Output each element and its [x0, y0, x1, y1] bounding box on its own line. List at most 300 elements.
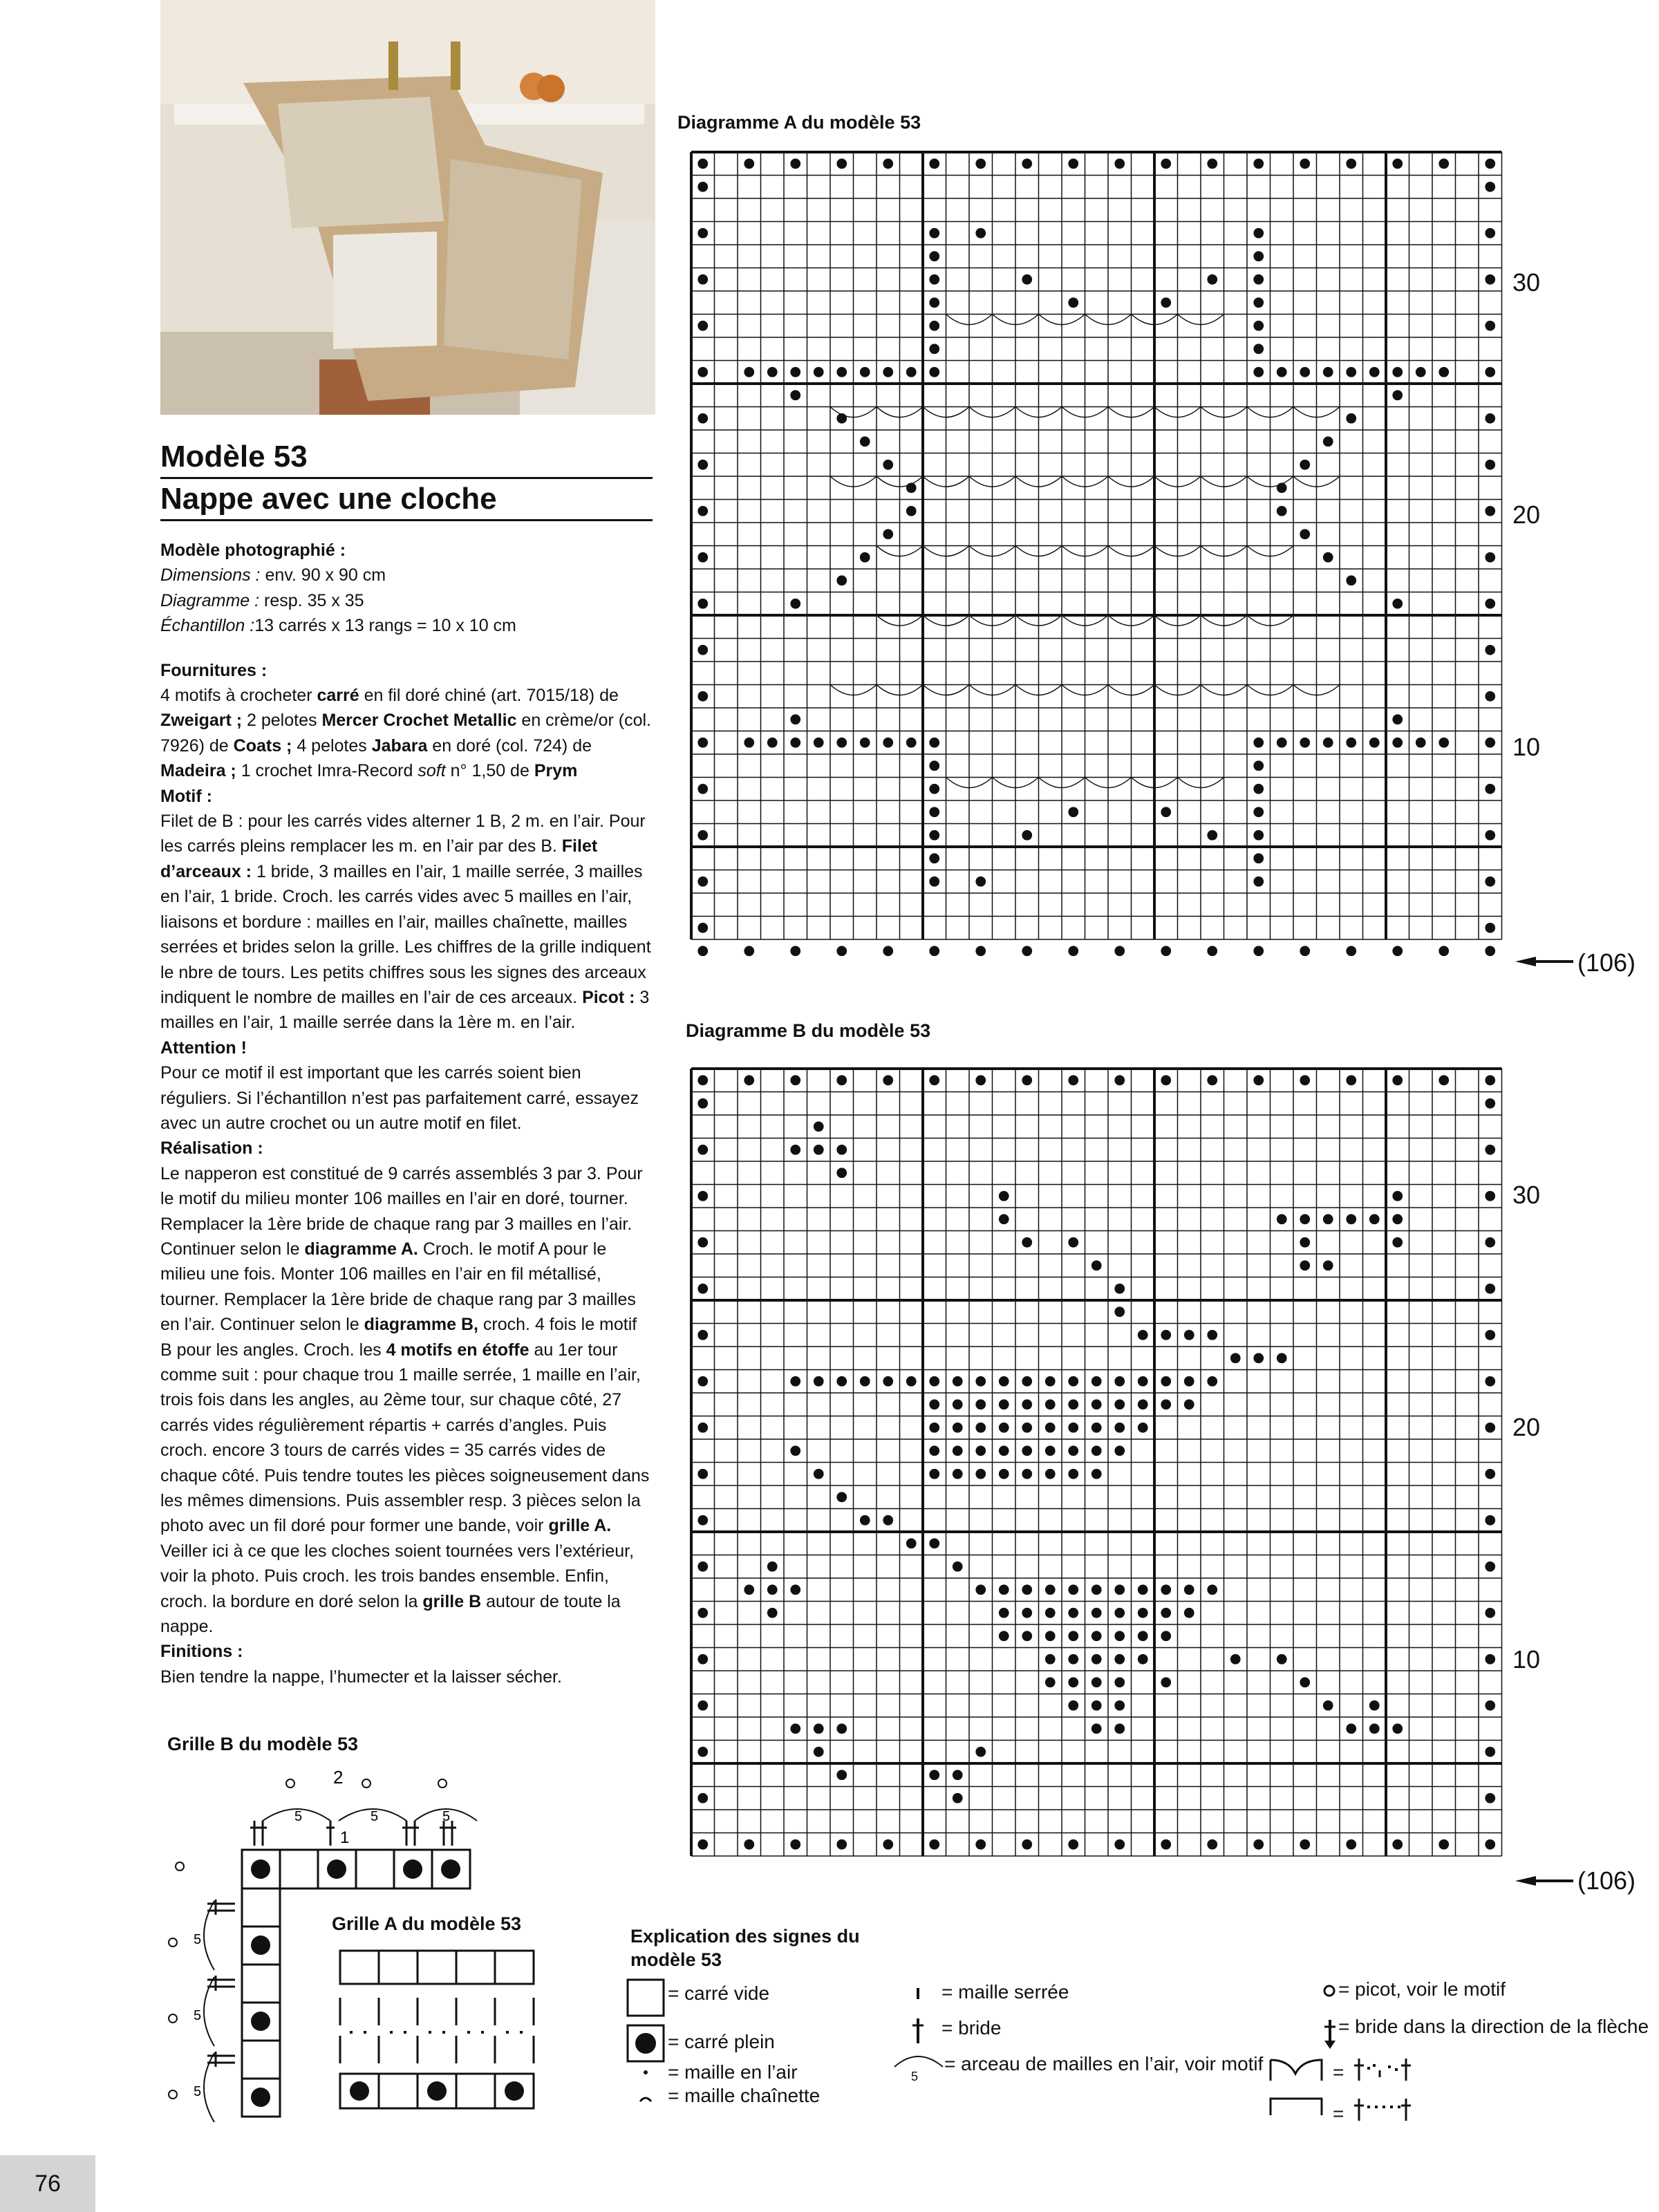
- filled-square-dot: [1277, 1353, 1287, 1363]
- filled-square-dot: [1091, 1423, 1102, 1433]
- filled-square-dot: [1022, 1237, 1032, 1248]
- filled-square-dot: [929, 367, 939, 377]
- filled-square-dot: [1068, 1584, 1078, 1595]
- legend-carre-vide: = carré vide: [668, 1983, 770, 2004]
- filled-square-dot: [767, 738, 778, 748]
- filled-square-dot: [975, 1376, 986, 1387]
- filled-square-dot: [1207, 1839, 1217, 1850]
- attention-heading: Attention !: [160, 1038, 247, 1058]
- filled-square-dot: [1369, 367, 1380, 377]
- filled-square-dot: [1300, 1677, 1310, 1687]
- filled-square-dot: [1253, 367, 1264, 377]
- filled-square-dot: [1161, 1631, 1171, 1641]
- filled-square-dot: [1138, 1631, 1148, 1641]
- filled-square-dot: [1438, 738, 1449, 748]
- diagA-gridlines: [691, 152, 1502, 939]
- filled-square-dot: [1068, 1445, 1078, 1456]
- filled-square-dot: [814, 1723, 824, 1734]
- filled-square-dot: [883, 1839, 893, 1850]
- filled-square-dot: [1253, 228, 1264, 238]
- filled-square-dot: [1253, 760, 1264, 771]
- filled-square-dot: [1114, 1284, 1125, 1294]
- filled-square-dot: [975, 1747, 986, 1757]
- filled-square-dot: [1022, 830, 1032, 841]
- filled-square-dot: [767, 1584, 778, 1595]
- attention-text: Pour ce motif il est important que les carrés soient bien réguliers. Si l’échantillon n’est pas parfaitement carré, essayez avec un autre crochet ou un autre motif en filet.: [160, 1063, 639, 1133]
- grille-b-number-5d: 5: [194, 1932, 202, 1947]
- filled-square-dot: [975, 1445, 986, 1456]
- filled-square-dot: [1485, 1700, 1495, 1711]
- filled-square-dot: [1114, 1700, 1125, 1711]
- filled-square-dot: [1114, 1075, 1125, 1085]
- filled-square-dot: [906, 738, 917, 748]
- instructions-text: [160, 538, 653, 1689]
- filled-square-dot: [999, 1608, 1009, 1618]
- filled-square-dot: [1485, 1191, 1495, 1201]
- filled-square-dot: [1485, 1793, 1495, 1803]
- filled-square-dot: [1346, 738, 1356, 748]
- filled-square-dot: [883, 1376, 893, 1387]
- filled-square-dot: [1346, 1214, 1356, 1224]
- filled-square-dot: [1230, 1654, 1241, 1665]
- filled-square-dot: [697, 784, 708, 794]
- grille-b-number-5f: 5: [194, 2084, 202, 2099]
- filled-square-dot: [790, 1145, 800, 1155]
- filled-square-dot: [1022, 1423, 1032, 1433]
- filled-square-dot: [697, 1608, 708, 1618]
- filled-square-dot: [929, 1399, 939, 1409]
- filled-square-dot: [1068, 1075, 1078, 1085]
- filled-square-dot: [1068, 1631, 1078, 1641]
- filled-square-dot: [1485, 946, 1495, 956]
- filled-square-dot: [929, 344, 939, 354]
- filled-square-dot: [1184, 1330, 1194, 1340]
- filled-square-dot: [1022, 1399, 1032, 1409]
- grille-b-number-5b: 5: [371, 1809, 379, 1824]
- filled-square-dot: [929, 784, 939, 794]
- filled-square-dot: [999, 1445, 1009, 1456]
- filled-square-dot: [929, 321, 939, 331]
- realisation-heading: Réalisation :: [160, 1138, 263, 1159]
- filled-square-dot: [929, 738, 939, 748]
- filled-square-dot: [1346, 158, 1356, 169]
- filled-square-dot: [836, 738, 847, 748]
- filled-square-dot: [1068, 1700, 1078, 1711]
- legend-carre-plein: = carré plein: [668, 2031, 775, 2052]
- filled-square-dot: [999, 1423, 1009, 1433]
- filled-square-dot: [836, 575, 847, 585]
- filled-square-dot: [883, 367, 893, 377]
- filled-square-dot: [1068, 807, 1078, 817]
- filled-square-dot: [975, 877, 986, 887]
- page-number: 76: [0, 2155, 95, 2212]
- filled-square-dot: [790, 1075, 800, 1085]
- filled-square-dot: [1253, 274, 1264, 285]
- filled-square-dot: [1369, 1723, 1380, 1734]
- filled-square-dot: [1253, 807, 1264, 817]
- diagram-a-start-label: (106): [1577, 948, 1636, 977]
- filled-square-dot: [975, 1399, 986, 1409]
- filled-square-dot: [1323, 738, 1333, 748]
- filled-square-dot: [1438, 1075, 1449, 1085]
- filled-square-dot: [1485, 645, 1495, 655]
- filled-square-dot: [1485, 691, 1495, 702]
- filled-square-dot: [814, 1376, 824, 1387]
- filled-square-dot: [999, 1399, 1009, 1409]
- filled-square-dot: [814, 1145, 824, 1155]
- filled-square-dot: [836, 367, 847, 377]
- filled-square-dot: [1485, 1330, 1495, 1340]
- filled-square-dot: [1300, 946, 1310, 956]
- filled-square-dot: [790, 158, 800, 169]
- filled-square-dot: [1138, 1330, 1148, 1340]
- filled-square-dot: [1253, 830, 1264, 841]
- filled-square-dot: [1045, 1469, 1056, 1479]
- filled-square-dot: [1230, 1353, 1241, 1363]
- filled-square-dot: [1485, 506, 1495, 516]
- filled-square-dot: [975, 1075, 986, 1085]
- legend-bride: = bride: [941, 2017, 1002, 2038]
- filled-square-dot: [697, 877, 708, 887]
- filled-square-dot: [1091, 1608, 1102, 1618]
- filled-square-dot: [790, 946, 800, 956]
- filled-square-dot: [929, 158, 939, 169]
- filled-square-dot: [1114, 1839, 1125, 1850]
- filled-square-dot: [1114, 158, 1125, 169]
- filled-square-dot: [1045, 1445, 1056, 1456]
- grille-b-number-5c: 5: [442, 1809, 451, 1824]
- filled-square-dot: [1091, 1654, 1102, 1665]
- filled-square-dot: [1161, 1584, 1171, 1595]
- filled-square-dot: [1068, 1376, 1078, 1387]
- filled-square-dot: [836, 1839, 847, 1850]
- filled-square-dot: [1138, 1654, 1148, 1665]
- filled-square-dot: [929, 853, 939, 863]
- filled-square-dot: [999, 1584, 1009, 1595]
- filled-square-dot: [1392, 714, 1403, 724]
- filled-square-dot: [790, 1839, 800, 1850]
- diagram-a-row-30: 30: [1512, 268, 1541, 297]
- filled-square-dot: [790, 1723, 800, 1734]
- diagram-b-start-label: (106): [1577, 1866, 1636, 1895]
- filled-square-dot: [697, 1237, 708, 1248]
- filled-square-dot: [1392, 1075, 1403, 1085]
- filled-square-dot: [697, 460, 708, 470]
- filled-square-dot: [953, 1793, 963, 1803]
- filled-square-dot: [953, 1423, 963, 1433]
- filled-square-dot: [1045, 1631, 1056, 1641]
- realisation-text: Le napperon est constitué de 9 carrés assemblés 3 par 3. Pour le motif du milieu monter 106 mailles en l’air en doré, tourner. Remplacer la 1ère bride de chaque rang par 3 mailles en l’air. Continuer selon le diagramme A. Croch. le motif A pour le milieu une fois. Monter 106 mailles en l’air en fil métallisé, tourner. Remplacer la 1ère bride de chaque rang par 3 mailles en l’air. Continuer selon le diagramme B, croch. 4 fois le motif B pour les angles. Croch. les 4 motifs en étoffe au 1er tour comme suit : pour chaque trou 1 maille serrée, 1 maille en l’air, trois fois dans les angles, au 2ème tour, sur chaque côté, 27 carrés vides régulièrement répartis + carrés d’angles. Puis croch. encore 3 tours de carrés vides = 35 carrés vides de chaque côté. Puis tendre toutes les pièces soigneusement dans les mêmes dimensions. Puis assembler resp. 3 pièces selon la photo avec un fil doré pour former une bande, voir grille A. Veiller ici à ce que les cloches soient tournées vers l’extérieur, voir la photo. Puis croch. les trois bandes ensemble. Enfin, croch. la bordure en doré selon la grille B autour de toute la nappe.: [160, 1163, 650, 1637]
- filled-square-dot: [1253, 158, 1264, 169]
- filled-square-dot: [1253, 1353, 1264, 1363]
- filled-square-dot: [1022, 158, 1032, 169]
- filled-square-dot: [1045, 1376, 1056, 1387]
- diagram-b-row-20: 20: [1512, 1413, 1541, 1441]
- filled-square-dot: [814, 738, 824, 748]
- filled-square-dot: [1485, 599, 1495, 609]
- filled-square-dot: [975, 1839, 986, 1850]
- legend-maille-serree: = maille serrée: [941, 1981, 1069, 2003]
- filled-square-dot: [814, 1469, 824, 1479]
- filled-square-dot: [790, 367, 800, 377]
- filled-square-dot: [953, 1770, 963, 1780]
- diagB-gridlines: [691, 1069, 1502, 1856]
- grille-b-number-2: 2: [333, 1767, 344, 1788]
- filled-square-dot: [1438, 1839, 1449, 1850]
- filled-square-dot: [1485, 1654, 1495, 1665]
- filled-square-dot: [1485, 1075, 1495, 1085]
- filled-square-dot: [1485, 1839, 1495, 1850]
- filled-square-dot: [1369, 1214, 1380, 1224]
- filled-square-dot: [790, 714, 800, 724]
- diagram-a-label: Diagramme A du modèle 53: [677, 112, 921, 133]
- filled-square-dot: [1392, 1214, 1403, 1224]
- filled-square-dot: [836, 158, 847, 169]
- filled-square-dot: [1161, 1677, 1171, 1687]
- filled-square-dot: [1114, 1306, 1125, 1317]
- filled-square-dot: [1253, 251, 1264, 261]
- filled-square-dot: [953, 1469, 963, 1479]
- filled-square-dot: [767, 1608, 778, 1618]
- legend-eq-arceaux: =: [1333, 2061, 1344, 2083]
- filled-square-dot: [860, 1376, 870, 1387]
- filled-square-dot: [697, 738, 708, 748]
- filled-square-dot: [883, 1075, 893, 1085]
- filled-square-dot: [1022, 946, 1032, 956]
- filled-square-dot: [1300, 1839, 1310, 1850]
- filled-square-dot: [1485, 367, 1495, 377]
- filled-square-dot: [1416, 738, 1426, 748]
- filled-square-dot: [697, 645, 708, 655]
- filled-square-dot: [929, 1839, 939, 1850]
- filled-square-dot: [1184, 1399, 1194, 1409]
- filled-square-dot: [697, 1330, 708, 1340]
- filled-square-dot: [929, 297, 939, 308]
- filled-square-dot: [1277, 367, 1287, 377]
- filled-square-dot: [1485, 923, 1495, 933]
- filled-square-dot: [860, 738, 870, 748]
- filled-square-dot: [1485, 1469, 1495, 1479]
- filled-square-dot: [975, 228, 986, 238]
- filled-square-dot: [1138, 1399, 1148, 1409]
- filled-square-dot: [1485, 413, 1495, 424]
- filled-square-dot: [1277, 506, 1287, 516]
- filled-square-dot: [836, 1075, 847, 1085]
- filled-square-dot: [1161, 1839, 1171, 1850]
- filled-square-dot: [1207, 1376, 1217, 1387]
- filled-square-dot: [1416, 367, 1426, 377]
- filled-square-dot: [836, 1168, 847, 1178]
- filled-square-dot: [1091, 1723, 1102, 1734]
- filled-square-dot: [744, 367, 754, 377]
- filled-square-dot: [1114, 1399, 1125, 1409]
- filled-square-dot: [1346, 946, 1356, 956]
- filled-square-dot: [929, 1469, 939, 1479]
- filled-square-dot: [1207, 1075, 1217, 1085]
- filled-square-dot: [1300, 367, 1310, 377]
- model-name-title: Nappe avec une cloche: [160, 479, 653, 521]
- filled-square-dot: [1300, 1237, 1310, 1248]
- filled-square-dot: [1277, 1214, 1287, 1224]
- filled-square-dot: [1346, 367, 1356, 377]
- filled-square-dot: [975, 1584, 986, 1595]
- filled-square-dot: [929, 1770, 939, 1780]
- grille-b-label: Grille B du modèle 53: [167, 1734, 359, 1754]
- filled-square-dot: [1114, 1584, 1125, 1595]
- filled-square-dot: [1091, 1677, 1102, 1687]
- filled-square-dot: [1068, 1423, 1078, 1433]
- filled-square-dot: [1184, 1376, 1194, 1387]
- filled-square-dot: [1114, 1631, 1125, 1641]
- filled-square-dot: [1091, 1376, 1102, 1387]
- diagram-b-label: Diagramme B du modèle 53: [686, 1020, 931, 1041]
- filled-square-dot: [1485, 1423, 1495, 1433]
- filled-square-dot: [1392, 158, 1403, 169]
- filled-square-dot: [1068, 946, 1078, 956]
- filled-square-dot: [1161, 946, 1171, 956]
- filled-square-dot: [1438, 367, 1449, 377]
- filled-square-dot: [1068, 1654, 1078, 1665]
- legend-arceau-num: 5: [911, 2070, 919, 2083]
- filled-square-dot: [929, 946, 939, 956]
- filled-square-dot: [1253, 877, 1264, 887]
- diagram-a-chart: [684, 145, 1528, 1016]
- filled-square-dot: [1022, 1608, 1032, 1618]
- filled-square-dot: [790, 599, 800, 609]
- filled-square-dot: [1392, 599, 1403, 609]
- filled-square-dot: [1485, 738, 1495, 748]
- filled-square-dot: [929, 1538, 939, 1548]
- dims-value: env. 90 x 90 cm: [260, 565, 386, 585]
- filled-square-dot: [1161, 1330, 1171, 1340]
- filled-square-dot: [1161, 1399, 1171, 1409]
- filled-square-dot: [1253, 344, 1264, 354]
- filled-square-dot: [860, 367, 870, 377]
- filled-square-dot: [697, 274, 708, 285]
- filled-square-dot: [1485, 830, 1495, 841]
- filled-square-dot: [1485, 158, 1495, 169]
- filled-square-dot: [836, 1145, 847, 1155]
- filled-square-dot: [1485, 877, 1495, 887]
- filled-square-dot: [1253, 1839, 1264, 1850]
- diagram-b-chart: [684, 1062, 1528, 1891]
- filled-square-dot: [929, 228, 939, 238]
- filled-square-dot: [697, 1423, 708, 1433]
- filled-square-dot: [1114, 1376, 1125, 1387]
- filled-square-dot: [697, 158, 708, 169]
- fournitures-heading: Fournitures :: [160, 660, 268, 680]
- filled-square-dot: [1253, 784, 1264, 794]
- filled-square-dot: [1485, 274, 1495, 285]
- filled-square-dot: [883, 738, 893, 748]
- legend-title: Explication des signes du modèle 53: [630, 1926, 860, 1970]
- filled-square-dot: [790, 390, 800, 400]
- finitions-heading: Finitions :: [160, 1642, 243, 1662]
- filled-square-dot: [1114, 1608, 1125, 1618]
- filled-square-dot: [906, 1538, 917, 1548]
- ech-label: Échantillon :: [160, 616, 255, 636]
- filled-square-dot: [975, 1423, 986, 1433]
- filled-square-dot: [1207, 158, 1217, 169]
- filled-square-dot: [860, 1515, 870, 1526]
- filled-square-dot: [697, 182, 708, 192]
- filled-square-dot: [1300, 158, 1310, 169]
- finitions-text: Bien tendre la nappe, l’humecter et la laisser sécher.: [160, 1667, 562, 1687]
- filled-square-dot: [1045, 1654, 1056, 1665]
- filled-square-dot: [1300, 1260, 1310, 1271]
- filled-square-dot: [1045, 1608, 1056, 1618]
- filled-square-dot: [1323, 552, 1333, 563]
- diagram-a-row-20: 20: [1512, 500, 1541, 529]
- dims-label: Dimensions :: [160, 565, 261, 585]
- filled-square-dot: [999, 1631, 1009, 1641]
- filled-square-dot: [697, 946, 708, 956]
- filled-square-dot: [1207, 830, 1217, 841]
- filled-square-dot: [929, 830, 939, 841]
- filled-square-dot: [1045, 1677, 1056, 1687]
- filled-square-dot: [883, 529, 893, 539]
- filled-square-dot: [1253, 853, 1264, 863]
- filled-square-dot: [1300, 529, 1310, 539]
- filled-square-dot: [744, 1584, 754, 1595]
- filled-square-dot: [1346, 413, 1356, 424]
- photo-heading: Modèle photographié :: [160, 541, 346, 560]
- filled-square-dot: [1068, 1237, 1078, 1248]
- filled-square-dot: [1485, 1098, 1495, 1109]
- filled-square-dot: [1253, 297, 1264, 308]
- filled-square-dot: [1253, 321, 1264, 331]
- filled-square-dot: [929, 760, 939, 771]
- filled-square-dot: [1485, 1284, 1495, 1294]
- filled-square-dot: [1485, 1747, 1495, 1757]
- filled-square-dot: [697, 1075, 708, 1085]
- model-number-title: Modèle 53: [160, 437, 653, 479]
- filled-square-dot: [1485, 784, 1495, 794]
- filled-square-dot: [1068, 1839, 1078, 1850]
- filled-square-dot: [1068, 1399, 1078, 1409]
- filled-square-dot: [836, 1492, 847, 1502]
- filled-square-dot: [1138, 1423, 1148, 1433]
- filled-square-dot: [1438, 946, 1449, 956]
- filled-square-dot: [1392, 367, 1403, 377]
- filled-square-dot: [1485, 552, 1495, 563]
- legend-arceau: = arceau de mailles en l’air, voir motif: [944, 2053, 1264, 2074]
- filled-square-dot: [929, 877, 939, 887]
- filled-square-dot: [906, 367, 917, 377]
- filled-square-dot: [906, 506, 917, 516]
- grille-a-label: Grille A du modèle 53: [332, 1913, 522, 1934]
- filled-square-dot: [1323, 1214, 1333, 1224]
- tablecloth-photo: [160, 0, 655, 415]
- filled-square-dot: [1485, 228, 1495, 238]
- filled-square-dot: [697, 413, 708, 424]
- filled-square-dot: [697, 1839, 708, 1850]
- filled-square-dot: [1300, 1075, 1310, 1085]
- filled-square-dot: [1438, 158, 1449, 169]
- filled-square-dot: [697, 599, 708, 609]
- filled-square-dot: [1485, 1515, 1495, 1526]
- filled-square-dot: [975, 946, 986, 956]
- filled-square-dot: [883, 158, 893, 169]
- filled-square-dot: [1392, 1191, 1403, 1201]
- filled-square-dot: [1207, 1330, 1217, 1340]
- filled-square-dot: [1323, 367, 1333, 377]
- filled-square-dot: [836, 946, 847, 956]
- filled-square-dot: [953, 1376, 963, 1387]
- filled-square-dot: [697, 1284, 708, 1294]
- filled-square-dot: [1392, 946, 1403, 956]
- filled-square-dot: [883, 460, 893, 470]
